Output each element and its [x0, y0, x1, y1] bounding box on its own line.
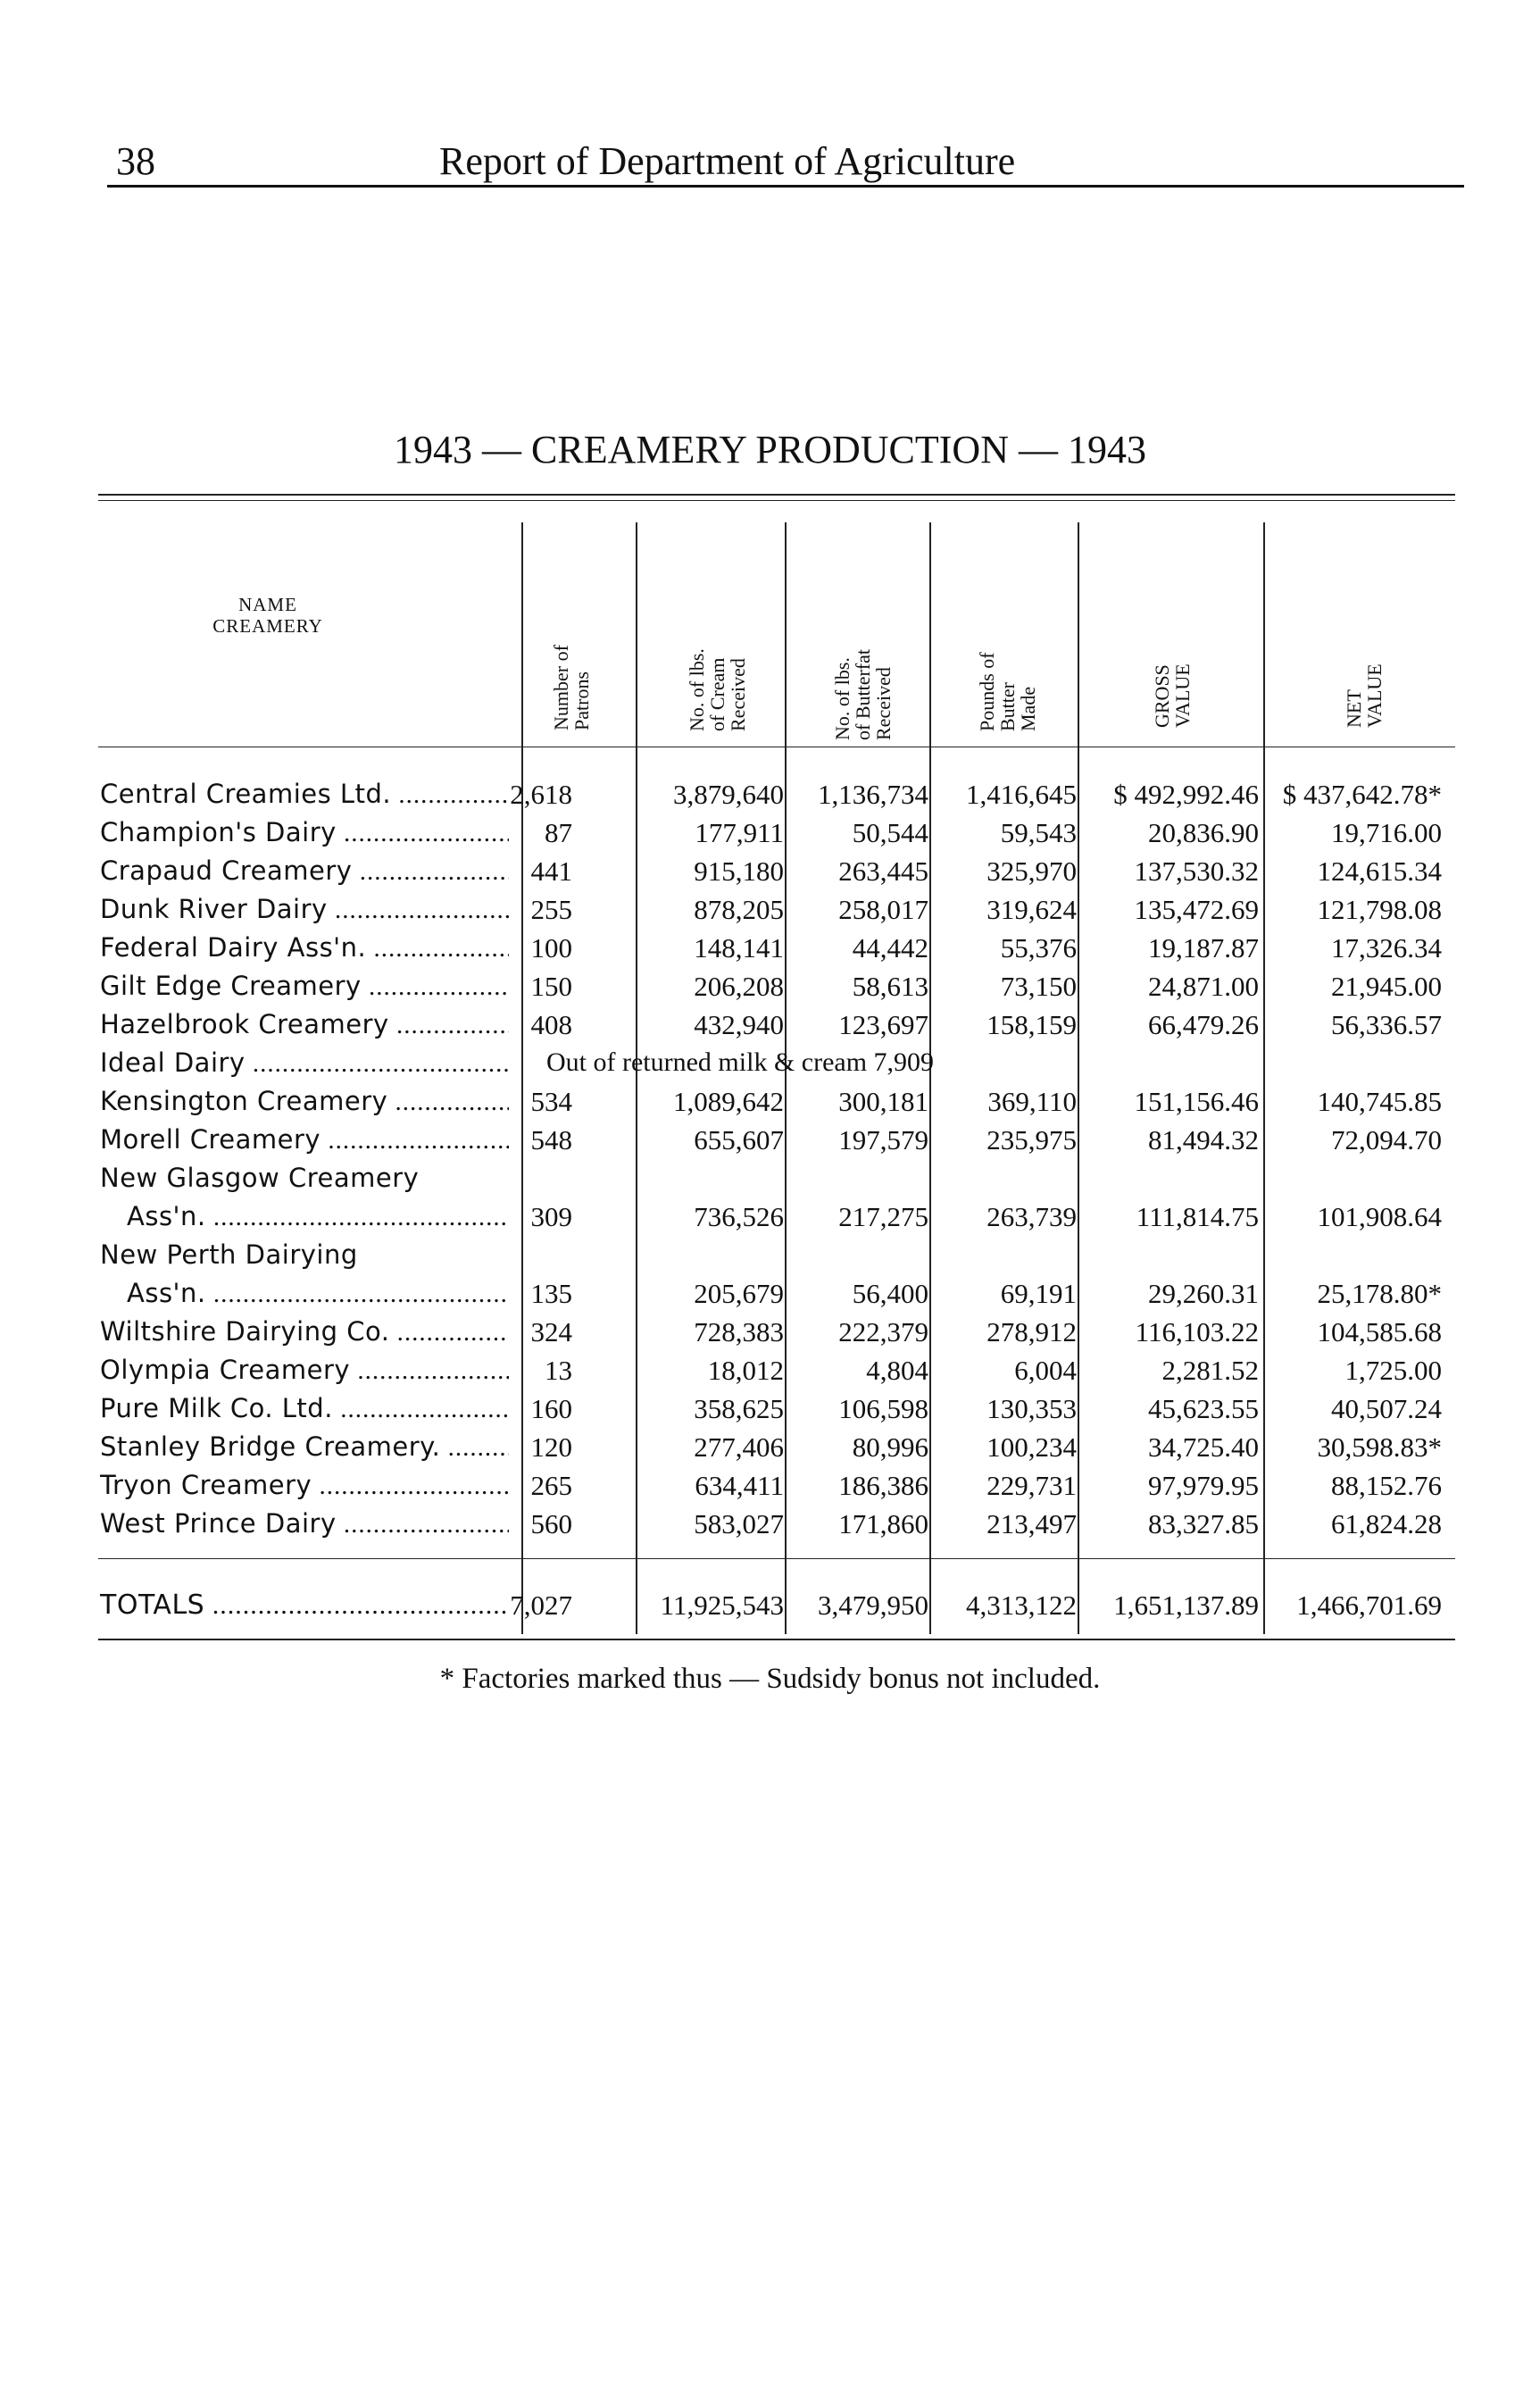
table-row — [0, 1086, 1540, 1124]
patrons-cell: 120 — [530, 1431, 572, 1463]
patrons-cell: 2,618 — [510, 779, 572, 810]
cream-cell: 655,607 — [694, 1124, 784, 1155]
net-value-cell: 121,798.08 — [1317, 894, 1442, 925]
patrons-cell: 324 — [530, 1316, 572, 1347]
table-row — [0, 1508, 1540, 1547]
butter-cell: 59,543 — [1000, 817, 1077, 848]
table-row — [0, 1278, 1540, 1316]
butterfat-cell: 171,860 — [838, 1508, 928, 1539]
table-row — [0, 1431, 1540, 1470]
creamery-name: West Prince Dairy ..... — [100, 1508, 509, 1539]
net-value-cell: 140,745.85 — [1317, 1086, 1442, 1117]
butter-cell: 325,970 — [986, 855, 1077, 887]
table-row — [0, 894, 1540, 932]
butter-cell: 100,234 — [986, 1431, 1077, 1463]
gross-value-cell: 34,725.40 — [1148, 1431, 1259, 1463]
net-value-cell: 56,336.57 — [1331, 1009, 1442, 1040]
patrons-cell: 100 — [530, 932, 572, 964]
table-row — [0, 779, 1540, 817]
net-value-cell: 61,824.28 — [1331, 1508, 1442, 1539]
butter-cell: 73,150 — [1000, 971, 1077, 1002]
cream-cell: 583,027 — [694, 1508, 784, 1539]
gross-value-header: GROSS VALUE — [1151, 663, 1194, 728]
gross-value-cell: 66,479.26 — [1148, 1009, 1259, 1040]
patrons-cell: 87 — [545, 817, 572, 848]
butterfat-cell: 50,544 — [852, 817, 928, 848]
creamery-name: Gilt Edge Creamery ..... — [100, 971, 509, 1002]
butterfat-cell: 217,275 — [838, 1201, 928, 1232]
creamery-name: Kensington Creamery ..... — [100, 1086, 509, 1117]
cream-cell: 736,526 — [694, 1201, 784, 1232]
net-value-cell: 124,615.34 — [1317, 855, 1442, 887]
patrons-cell: 560 — [530, 1508, 572, 1539]
cream-cell: 878,205 — [694, 894, 784, 925]
cream-cell: 358,625 — [694, 1393, 784, 1424]
patrons-cell: 255 — [530, 894, 572, 925]
gross-value-cell: 29,260.31 — [1148, 1278, 1259, 1309]
patrons-cell: 309 — [530, 1201, 572, 1232]
butter-cell: 55,376 — [1000, 932, 1077, 964]
gross-value-cell: 111,814.75 — [1136, 1201, 1259, 1232]
butterfat-total: 3,479,950 — [818, 1589, 928, 1621]
butter-cell: 278,912 — [986, 1316, 1077, 1347]
gross-value-total: 1,651,137.89 — [1113, 1589, 1259, 1621]
net-value-cell: 104,585.68 — [1317, 1316, 1442, 1347]
creamery-name: Pure Milk Co. Ltd. ..... — [100, 1393, 509, 1424]
running-title: Report of Department of Agriculture — [439, 139, 1016, 183]
cream-cell: 205,679 — [694, 1278, 784, 1309]
creamery-name: Champion's Dairy ..... — [100, 817, 509, 848]
creamery-name: Wiltshire Dairying Co. ..... — [100, 1316, 509, 1347]
patrons-cell: 13 — [545, 1355, 572, 1386]
net-value-cell: $ 437,642.78* — [1282, 779, 1442, 810]
butterfat-cell: 222,379 — [838, 1316, 928, 1347]
body-bottom-rule — [98, 1558, 1455, 1559]
table-row — [0, 1124, 1540, 1163]
creamery-name: New Glasgow Creamery — [100, 1163, 420, 1193]
creamery-name: Ass'n. ..... — [127, 1201, 509, 1232]
table-row — [0, 1239, 1540, 1278]
gross-value-cell: 20,836.90 — [1148, 817, 1259, 848]
butterfat-cell: 1,136,734 — [818, 779, 928, 810]
net-value-total: 1,466,701.69 — [1296, 1589, 1442, 1621]
butterfat-cell: 197,579 — [838, 1124, 928, 1155]
table-title: 1943 — CREAMERY PRODUCTION — 1943 — [394, 428, 1146, 471]
butter-cell: 235,975 — [986, 1124, 1077, 1155]
cream-cell: 1,089,642 — [673, 1086, 784, 1117]
butter-cell: 6,004 — [1014, 1355, 1077, 1386]
totals-row — [0, 1589, 1540, 1628]
creamery-name: Dunk River Dairy ..... — [100, 894, 509, 925]
butter-cell: 319,624 — [986, 894, 1077, 925]
table-row — [0, 1163, 1540, 1201]
gross-value-cell: 83,327.85 — [1148, 1508, 1259, 1539]
creamery-name: Ass'n. ..... — [127, 1278, 509, 1309]
gross-value-cell: 45,623.55 — [1148, 1393, 1259, 1424]
gross-value-cell: 135,472.69 — [1134, 894, 1259, 925]
cream-cell: 3,879,640 — [673, 779, 784, 810]
table-row — [0, 971, 1540, 1009]
gross-value-cell: 24,871.00 — [1148, 971, 1259, 1002]
cream-received-header: No. of lbs. of Cream Received — [686, 648, 749, 731]
gross-value-cell: 137,530.32 — [1134, 855, 1259, 887]
net-value-header: NET VALUE — [1343, 663, 1386, 728]
patrons-cell: 265 — [530, 1470, 572, 1501]
cream-cell: 277,406 — [694, 1431, 784, 1463]
net-value-cell: 21,945.00 — [1331, 971, 1442, 1002]
cream-cell: 634,411 — [695, 1470, 784, 1501]
header-rule — [107, 185, 1464, 188]
table-top-rule — [98, 494, 1455, 496]
table-row — [0, 1009, 1540, 1047]
creamery-name: Morell Creamery ..... — [100, 1124, 509, 1155]
cream-cell: 177,911 — [695, 817, 784, 848]
cream-cell: 148,141 — [694, 932, 784, 964]
patrons-cell: 534 — [530, 1086, 572, 1117]
butterfat-cell: 123,697 — [838, 1009, 928, 1040]
creamery-name: Central Creamies Ltd. ..... — [100, 779, 509, 810]
page-header — [107, 138, 1464, 192]
table-row — [0, 817, 1540, 855]
table-top-rule-2 — [98, 500, 1455, 501]
table-row — [0, 855, 1540, 894]
table-row — [0, 1470, 1540, 1508]
name-creamery-header — [179, 594, 357, 637]
totals-bottom-rule — [98, 1639, 1455, 1640]
page-number: 38 — [116, 139, 155, 183]
cream-cell: 728,383 — [694, 1316, 784, 1347]
name-header-line2: CREAMERY — [212, 615, 323, 637]
butter-cell: 69,191 — [1000, 1278, 1077, 1309]
gross-value-cell: 81,494.32 — [1148, 1124, 1259, 1155]
creamery-name: Federal Dairy Ass'n. ..... — [100, 932, 509, 964]
gross-value-cell: 116,103.22 — [1135, 1316, 1259, 1347]
patrons-cell: 160 — [530, 1393, 572, 1424]
table-row — [0, 1393, 1540, 1431]
net-value-cell: 88,152.76 — [1331, 1470, 1442, 1501]
patrons-cell: 441 — [530, 855, 572, 887]
creamery-name: Olympia Creamery ..... — [100, 1355, 509, 1386]
butterfat-cell: 106,598 — [838, 1393, 928, 1424]
cream-cell: 18,012 — [707, 1355, 784, 1386]
patrons-cell: 135 — [530, 1278, 572, 1309]
patrons-cell: 150 — [530, 971, 572, 1002]
gross-value-cell: 19,187.87 — [1148, 932, 1259, 964]
ideal-dairy-note: Out of returned milk & cream 7,909 — [546, 1047, 935, 1077]
gross-value-cell: 151,156.46 — [1134, 1086, 1259, 1117]
net-value-cell: 1,725.00 — [1344, 1355, 1442, 1386]
butter-total: 4,313,122 — [966, 1589, 1077, 1621]
table-row — [0, 1047, 1540, 1086]
creamery-name: Ideal Dairy ..... — [100, 1047, 509, 1079]
butterfat-cell: 300,181 — [838, 1086, 928, 1117]
table-row — [0, 1355, 1540, 1393]
butter-made-header: Pounds of Butter Made — [976, 652, 1039, 731]
footnote: * Factories marked thus — Sudsidy bonus not included. — [439, 1663, 1101, 1695]
table-row — [0, 1201, 1540, 1239]
cream-total: 11,925,543 — [660, 1589, 784, 1621]
butterfat-cell: 186,386 — [838, 1470, 928, 1501]
net-value-cell: 40,507.24 — [1331, 1393, 1442, 1424]
patrons-cell: 408 — [530, 1009, 572, 1040]
name-header-line1: NAME — [238, 594, 297, 615]
butterfat-cell: 56,400 — [852, 1278, 928, 1309]
butterfat-cell: 80,996 — [852, 1431, 928, 1463]
creamery-name: New Perth Dairying — [100, 1239, 358, 1270]
butterfat-cell: 44,442 — [852, 932, 928, 964]
table-row — [0, 1316, 1540, 1355]
net-value-cell: 30,598.83* — [1317, 1431, 1442, 1463]
gross-value-cell: 2,281.52 — [1161, 1355, 1259, 1386]
net-value-cell: 19,716.00 — [1331, 817, 1442, 848]
table-row — [0, 932, 1540, 971]
butterfat-received-header: No. of lbs. of Butterfat Received — [831, 648, 895, 740]
totals-label: TOTALS ..... — [100, 1589, 509, 1621]
creamery-name: Tryon Creamery ..... — [100, 1470, 509, 1501]
butterfat-cell: 258,017 — [838, 894, 928, 925]
patrons-cell: 548 — [530, 1124, 572, 1155]
patrons-total: 7,027 — [510, 1589, 572, 1621]
butter-cell: 229,731 — [986, 1470, 1077, 1501]
cream-cell: 432,940 — [694, 1009, 784, 1040]
net-value-cell: 25,178.80* — [1317, 1278, 1442, 1309]
net-value-cell: 17,326.34 — [1331, 932, 1442, 964]
butter-cell: 369,110 — [987, 1086, 1077, 1117]
butterfat-cell: 263,445 — [838, 855, 928, 887]
gross-value-cell: $ 492,992.46 — [1113, 779, 1259, 810]
butter-cell: 130,353 — [986, 1393, 1077, 1424]
butterfat-cell: 58,613 — [852, 971, 928, 1002]
patrons-header: Number of Patrons — [550, 645, 593, 730]
net-value-cell: 72,094.70 — [1331, 1124, 1442, 1155]
cream-cell: 206,208 — [694, 971, 784, 1002]
butter-cell: 1,416,645 — [966, 779, 1077, 810]
gross-value-cell: 97,979.95 — [1148, 1470, 1259, 1501]
net-value-cell: 101,908.64 — [1317, 1201, 1442, 1232]
creamery-name: Crapaud Creamery ..... — [100, 855, 509, 887]
creamery-name: Stanley Bridge Creamery. ..... — [100, 1431, 509, 1463]
creamery-name: Hazelbrook Creamery ..... — [100, 1009, 509, 1040]
butter-cell: 158,159 — [986, 1009, 1077, 1040]
butterfat-cell: 4,804 — [866, 1355, 928, 1386]
butter-cell: 263,739 — [986, 1201, 1077, 1232]
cream-cell: 915,180 — [694, 855, 784, 887]
butter-cell: 213,497 — [986, 1508, 1077, 1539]
